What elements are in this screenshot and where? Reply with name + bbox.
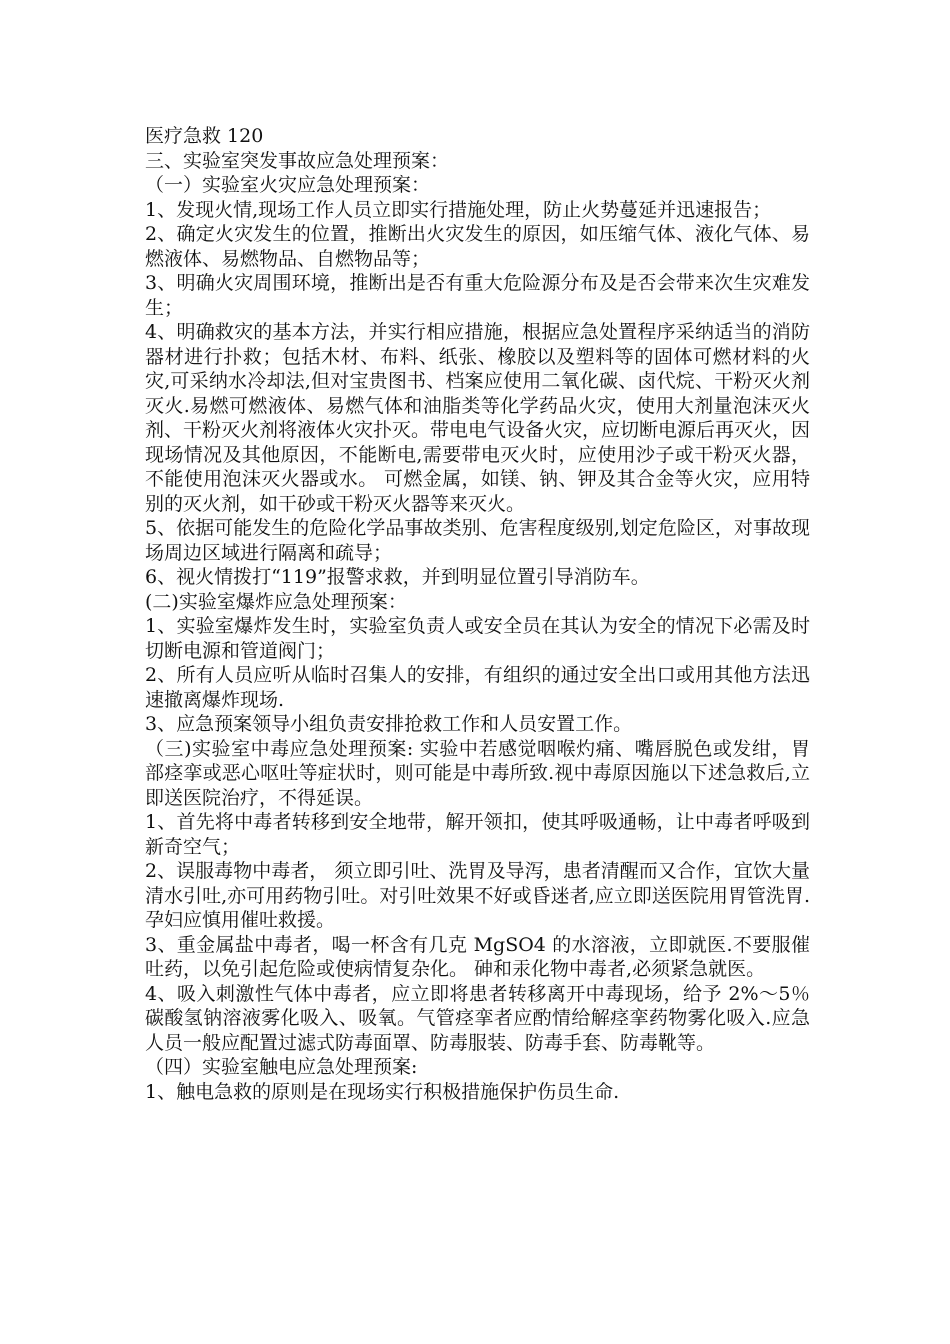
fire-step-2: 2、确定火灾发生的位置，推断出火灾发生的原因，如压缩气体、液化气体、易燃液体、易燃物品、自燃物品等； bbox=[145, 223, 810, 270]
poisoning-step-4: 4、吸入刺激性气体中毒者，应立即将患者转移离开中毒现场，给予 2%～5％碳酸氢钠溶液雾化吸入、吸氧。气管痉挛者应酌情给解痉挛药物雾化吸入.应急人员一般应配置过滤式防毒面罩、防毒服装、防毒手套、防毒靴等。 bbox=[145, 982, 810, 1054]
explosion-step-1: 1、实验室爆炸发生时，实验室负责人或安全员在其认为安全的情况下必需及时切断电源和管道阀门； bbox=[145, 615, 810, 662]
subsection-heading-electric-shock: （四）实验室触电应急处理预案: bbox=[145, 1056, 418, 1078]
fire-step-4: 4、明确救灾的基本方法，并实行相应措施，根据应急处置程序采纳适当的消防器材进行扑救；包括木材、布料、纸张、橡胶以及塑料等的固体可燃材料的火灾,可采纳水冷却法,但对宝贵图书、档案应使用二氧化碳、卤代烷、干粉灭火剂灭火.易燃可燃液体、易燃气体和油脂类等化学药品火灾，使用大剂量泡沫灭火剂、干粉灭火剂将液体火灾扑灭。带电电气设备火灾，应切断电源后再灭火，因现场情况及其他原因，不能断电,需要带电灭火时，应使用沙子或干粉灭火器，不能使用泡沫灭火器或水。 可燃金属，如镁、钠、钾及其合金等火灾，应用特别的灭火剂，如干砂或干粉灭火器等来灭火。 bbox=[145, 321, 811, 515]
subsection-heading-fire: （一）实验室火灾应急处理预案： bbox=[145, 174, 431, 196]
fire-step-3: 3、明确火灾周围环境，推断出是否有重大危险源分布及是否会带来次生灾难发生； bbox=[145, 272, 810, 319]
poisoning-step-3: 3、重金属盐中毒者，喝一杯含有几克 MgSO4 的水溶液，立即就医.不要服催吐药，以免引起危险或使病情复杂化。 砷和汞化物中毒者,必须紧急就医。 bbox=[145, 933, 810, 980]
section-heading-lab-emergency-plans: 三、实验室突发事故应急处理预案： bbox=[145, 149, 450, 172]
poisoning-step-1: 1、首先将中毒者转移到安全地带，解开领扣，使其呼吸通畅，让中毒者呼吸到新奇空气； bbox=[145, 811, 810, 858]
electric-shock-step-1: 1、触电急救的原则是在现场实行积极措施保护伤员生命. bbox=[145, 1080, 620, 1103]
heading-medical-emergency: 医疗急救 120 bbox=[145, 125, 264, 147]
subsection-heading-explosion: (二)实验室爆炸应急处理预案： bbox=[145, 590, 407, 613]
fire-step-5: 5、依据可能发生的危险化学品事故类别、危害程度级别,划定危险区，对事故现场周边区域进行隔离和疏导； bbox=[145, 517, 810, 564]
poisoning-step-2: 2、误服毒物中毒者， 须立即引吐、洗胃及导泻，患者清醒而又合作，宜饮大量清水引吐,亦可用药物引吐。对引吐效果不好或昏迷者,应立即送医院用胃管洗胃.孕妇应慎用催吐救援。 bbox=[145, 860, 810, 931]
fire-step-6: 6、视火情拨打“119”报警求救，并到明显位置引导消防车。 bbox=[145, 566, 650, 588]
document-body bbox=[145, 124, 810, 1104]
fire-step-1: 1、发现火情,现场工作人员立即实行措施处理，防止火势蔓延并迅速报告； bbox=[145, 198, 772, 221]
subsection-heading-poisoning: （三)实验室中毒应急处理预案: 实验中若感觉咽喉灼痛、嘴唇脱色或发绀，胃部痉挛或恶心呕吐等症状时，则可能是中毒所致.视中毒原因施以下述急救后,立即送医院治疗，不得延误。 bbox=[145, 737, 810, 809]
explosion-step-2: 2、所有人员应听从临时召集人的安排，有组织的通过安全出口或用其他方法迅速撤离爆炸现场. bbox=[145, 664, 810, 711]
explosion-step-3: 3、应急预案领导小组负责安排抢救工作和人员安置工作。 bbox=[145, 713, 633, 735]
